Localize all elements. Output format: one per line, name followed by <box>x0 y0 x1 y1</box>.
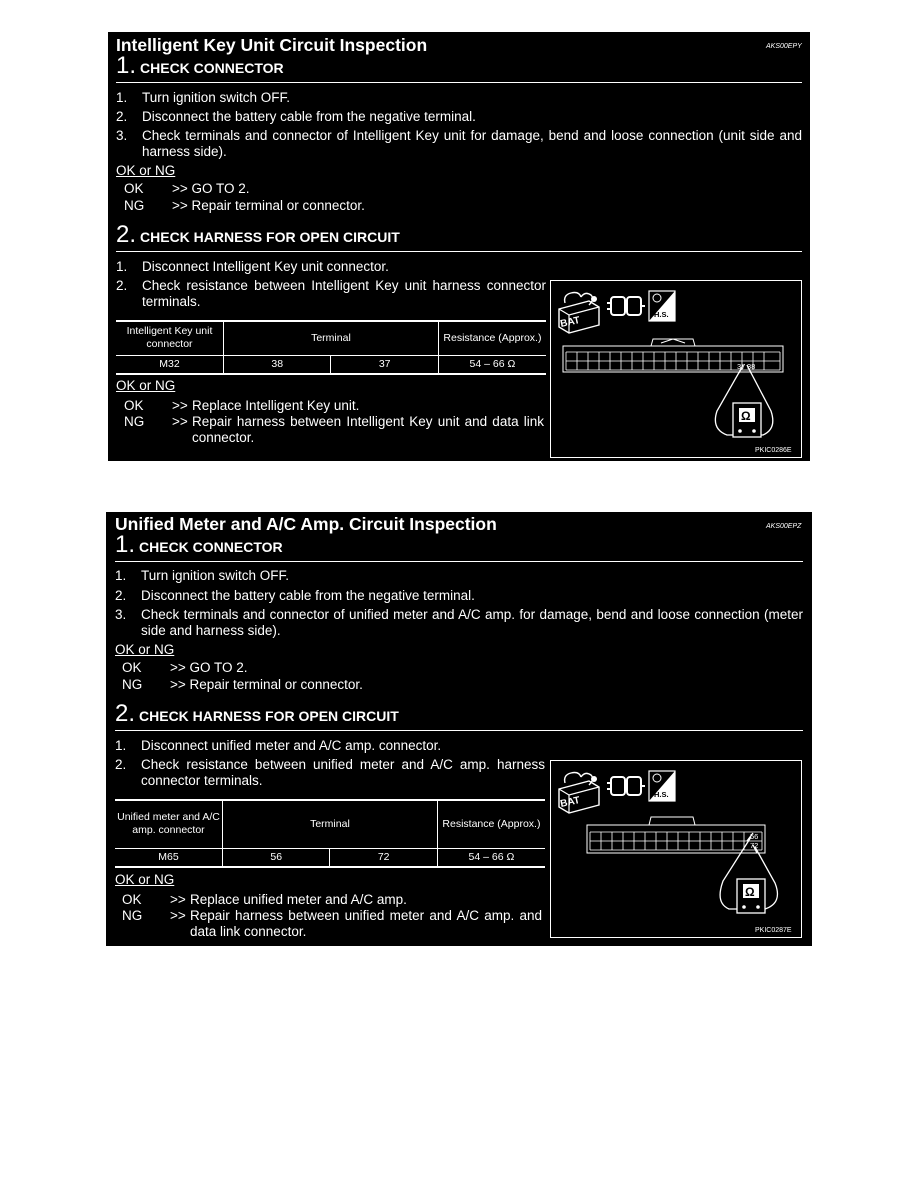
table-cell: 72 <box>330 848 437 867</box>
table-header-resistance: Resistance (Approx.) <box>437 800 545 848</box>
ohmmeter-icon <box>737 879 765 913</box>
table-cell: 56 <box>222 848 329 867</box>
connector-disconnect-icon <box>607 297 645 315</box>
table-header-resistance: Resistance (Approx.) <box>438 321 546 355</box>
step-number: 2. <box>116 221 137 248</box>
list-item: 2. Check resistance between Intelligent Key unit harness connector terminals. <box>116 278 546 309</box>
list-item: 1. Turn ignition switch OFF. <box>116 90 291 105</box>
ohmmeter-icon <box>733 403 761 437</box>
table-header-terminal: Terminal <box>222 800 437 848</box>
step-number: 1. <box>115 531 136 558</box>
resistance-table <box>115 799 545 868</box>
harness-side-icon <box>649 291 675 321</box>
ok-or-ng-heading: OK or NG <box>116 378 176 393</box>
ok-or-ng-heading: OK or NG <box>115 642 175 657</box>
connector-diagram <box>550 280 802 458</box>
step-title: CHECK CONNECTOR <box>139 539 283 555</box>
section-panel-unified-meter: Unified Meter and A/C Amp. Circuit Inspection AKS00EPZ 1. CHECK CONNECTOR 1. Turn ignition switch OFF. 2. Disconnect the battery cable from the negative terminal. 3. Check terminals and connector of unified meter and A/C amp. for damage, bend and loose connection (meter side and harness side). OK or NG OK >> GO TO 2. NG >> Repair terminal or connector. 2. CHECK HARNESS FOR OPEN CIRCUIT 1. Disconnect unified meter and A/C amp. connector. 2. Check resistance between unified meter and A/C amp. harness connector terminals. Unified meter and A/C amp. connector Terminal Resistance (Approx.) M65 56 72 54 – 66 Ω OK or NG OK >> Replace unified meter and A/C amp. NG >> Repair harness between unified meter and A/C amp. and data link connector. BAT H.S. 56 72 Ω PKIC0287E <box>106 512 812 946</box>
table-cell: 54 – 66 Ω <box>437 848 545 867</box>
pin-label: 72 <box>750 841 759 850</box>
ohm-symbol: Ω <box>745 885 755 899</box>
figure-code: PKIC0286E <box>755 447 792 454</box>
section-code: AKS00EPY <box>766 43 802 50</box>
table-row <box>116 355 546 374</box>
ohm-symbol: Ω <box>741 409 751 423</box>
table-cell: 54 – 66 Ω <box>438 355 546 374</box>
step-2-rule <box>115 730 803 731</box>
table-cell: 37 <box>331 355 438 374</box>
table-row <box>115 848 545 867</box>
pin-label: 37 <box>737 362 746 371</box>
list-item: 2. Check resistance between unified meter and A/C amp. harness connector terminals. <box>115 757 545 788</box>
section-code: AKS00EPZ <box>766 523 802 530</box>
harness-connector <box>587 817 765 853</box>
figure-code: PKIC0287E <box>755 927 792 934</box>
table-header-terminal: Terminal <box>223 321 438 355</box>
step-number: 1. <box>116 52 137 79</box>
step-2-header <box>115 700 399 728</box>
list-item: 1. Disconnect unified meter and A/C amp. connector. <box>115 738 442 753</box>
harness-side-label: H.S. <box>654 310 669 319</box>
ok-or-ng-heading: OK or NG <box>116 163 176 178</box>
step-number: 2. <box>115 700 136 727</box>
step-2-header <box>116 221 400 249</box>
battery-icon <box>559 293 599 334</box>
step-2-rule <box>116 251 802 252</box>
step-title: CHECK CONNECTOR <box>140 60 284 76</box>
resistance-table <box>116 320 546 375</box>
step-title: CHECK HARNESS FOR OPEN CIRCUIT <box>140 229 400 245</box>
table-header-row <box>115 800 545 848</box>
step-1-rule <box>116 82 802 83</box>
section-title: Unified Meter and A/C Amp. Circuit Inspection <box>115 514 497 534</box>
table-cell: M32 <box>116 355 223 374</box>
table-header-connector: Unified meter and A/C amp. connector <box>115 800 222 848</box>
step-title: CHECK HARNESS FOR OPEN CIRCUIT <box>139 708 399 724</box>
harness-side-label: H.S. <box>654 790 669 799</box>
table-cell: M65 <box>115 848 222 867</box>
connector-diagram-drawing <box>551 281 801 457</box>
connector-diagram-drawing <box>551 761 801 937</box>
harness-side-icon <box>649 771 675 801</box>
table-header-connector: Intelligent Key unit connector <box>116 321 223 355</box>
connector-diagram <box>550 760 802 938</box>
section-panel-intelligent-key: Intelligent Key Unit Circuit Inspection AKS00EPY 1. CHECK CONNECTOR 1. Turn ignition switch OFF. 2. Disconnect the battery cable from the negative terminal. 3. Check terminals and connector of Intelligent Key unit for damage, bend and loose connection (unit side and harness side). OK or NG OK >> GO TO 2. NG >> Repair terminal or connector. 2. CHECK HARNESS FOR OPEN CIRCUIT 1. Disconnect Intelligent Key unit connector. 2. Check resistance between Intelligent Key unit harness connector terminals. Intelligent Key unit connector Terminal Resistance (Approx.) M32 38 37 54 – 66 Ω OK or NG OK >> Replace Intelligent Key unit. NG >> Repair harness between Intelligent Key unit and data link connector. BAT H.S. 37 38 Ω PKIC0286E <box>108 32 810 461</box>
pin-label: 38 <box>747 362 756 371</box>
step-1-rule <box>115 561 803 562</box>
battery-icon <box>559 773 599 814</box>
table-header-row <box>116 321 546 355</box>
connector-disconnect-icon <box>607 777 645 795</box>
battery-label: BAT <box>559 315 582 330</box>
section-title: Intelligent Key Unit Circuit Inspection <box>116 35 428 55</box>
list-item: 1. Disconnect Intelligent Key unit connector. <box>116 259 389 274</box>
table-cell: 38 <box>223 355 330 374</box>
step-1-header <box>116 52 284 80</box>
pin-label: 56 <box>750 832 759 841</box>
list-item: 2. Disconnect the battery cable from the negative terminal. <box>116 109 476 124</box>
battery-label: BAT <box>559 795 582 810</box>
harness-connector <box>563 339 783 372</box>
list-item: 1. Turn ignition switch OFF. <box>115 568 290 583</box>
step-1-header <box>115 531 283 559</box>
list-item: 2. Disconnect the battery cable from the negative terminal. <box>115 588 475 603</box>
ok-or-ng-heading: OK or NG <box>115 872 175 887</box>
list-item: 3. Check terminals and connector of unified meter and A/C amp. for damage, bend and loose connection (meter side and harness side). <box>115 607 803 638</box>
list-item: 3. Check terminals and connector of Intelligent Key unit for damage, bend and loose connection (unit side and harness side). <box>116 128 802 159</box>
